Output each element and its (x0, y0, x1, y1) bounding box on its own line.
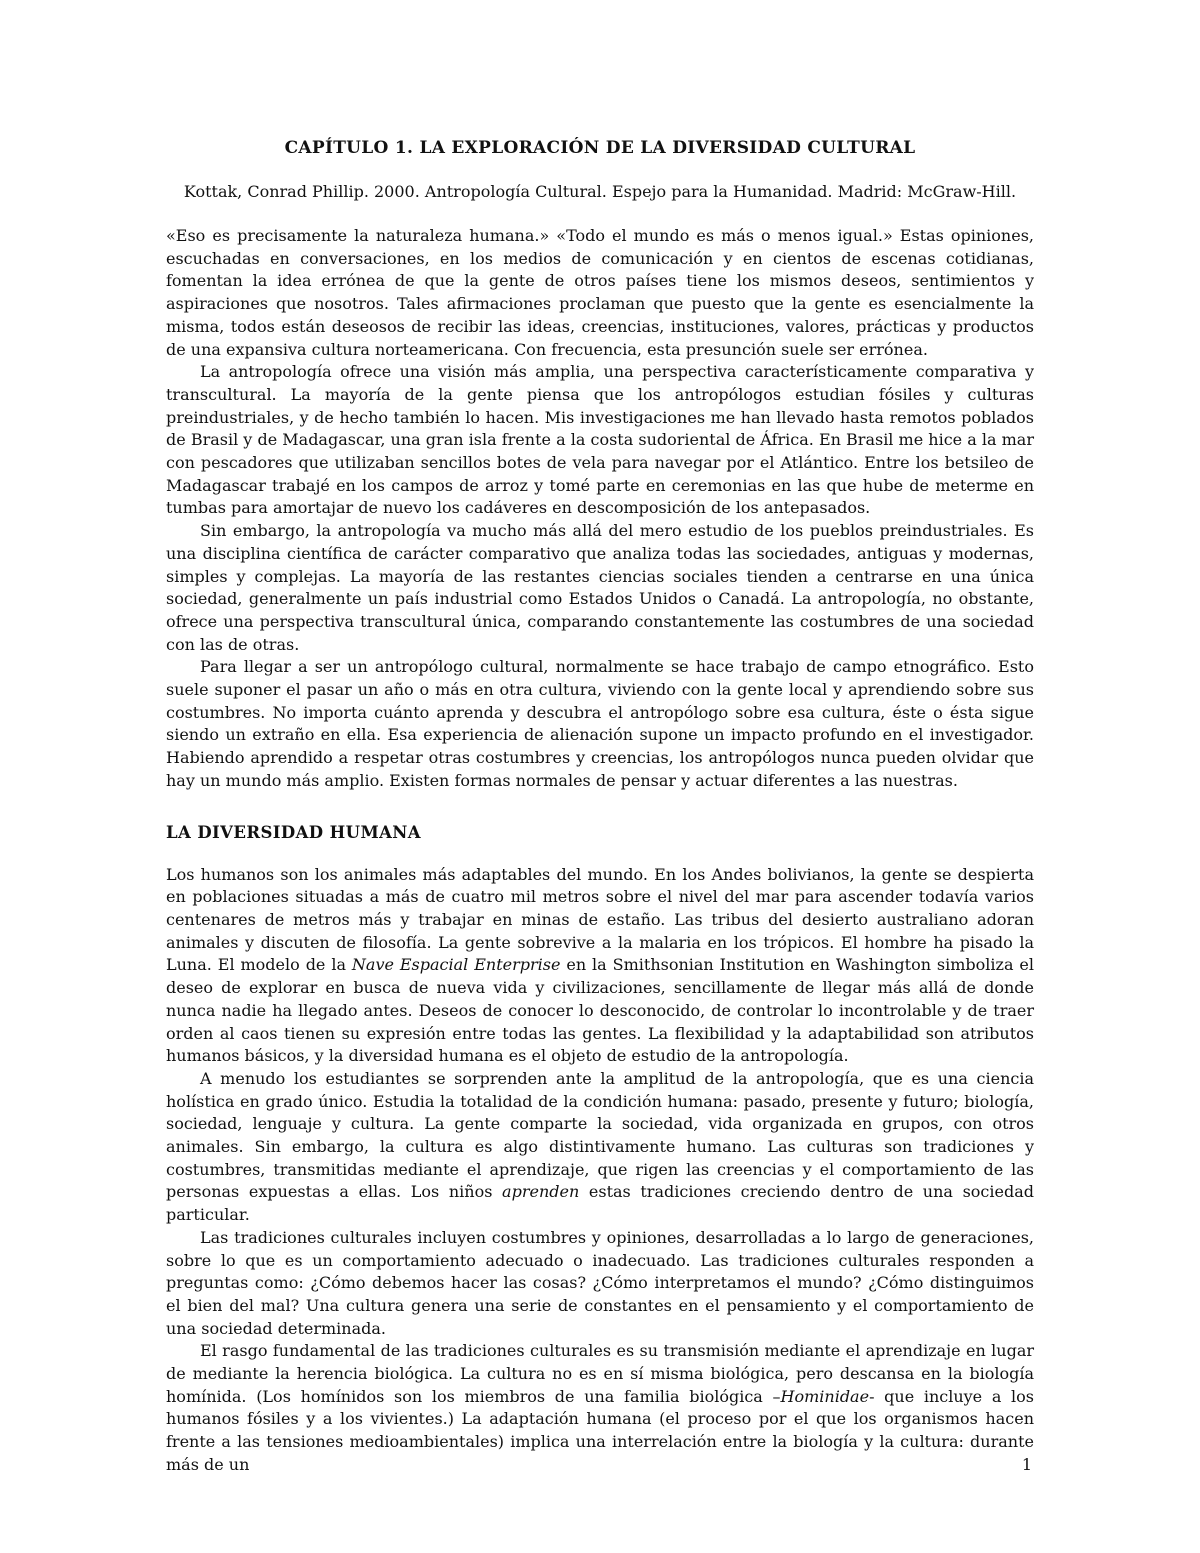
section-heading: LA DIVERSIDAD HUMANA (166, 822, 421, 842)
text-run: El rasgo fundamental de las tradiciones culturales es su transmisión mediante el aprendizaje en lugar de mediante la herencia biológica. La cultura no es en sí misma biológica, pero descansa en la biología homínida. (Los homínidos son los miembros de una familia biológica – (166, 1341, 1034, 1406)
intro-paragraph-2: La antropología ofrece una visión más amplia, una perspectiva característicamente comparativa y transcultural. La mayoría de la gente piensa que los antropólogos estudian fósiles y culturas preindustriales, y de hecho también lo hacen. Mis investigaciones me han llevado hasta remotos poblados de Brasil y de Madagascar, una gran isla frente a la costa sudoriental de África. En Brasil me hice a la mar con pescadores que utilizaban sencillos botes de vela para navegar por el Atlántico. Entre los betsileo de Madagascar trabajé en los campos de arroz y tomé parte en ceremonias en las que hube de meterme en tumbas para amortajar de nuevo los cadáveres en descomposición de los antepasados. (166, 362, 1034, 518)
chapter-title: CAPÍTULO 1. LA EXPLORACIÓN DE LA DIVERSIDAD CULTURAL (284, 138, 916, 158)
intro-paragraph-4: Para llegar a ser un antropólogo cultural, normalmente se hace trabajo de campo etnográfico. Esto suele suponer el pasar un año o más en otra cultura, viviendo con la gente local y aprendiendo sobre sus costumbres. No importa cuánto aprenda y descubra el antropólogo sobre esa cultura, éste o ésta sigue siendo un extraño en ella. Esa experiencia de alienación supone un impacto profundo en el investigador. Habiendo aprendido a respetar otras costumbres y creencias, los antropólogos nunca pueden olvidar que hay un mundo más amplio. Existen formas normales de pensar y actuar diferentes a las nuestras. (166, 657, 1034, 790)
text-run: A menudo los estudiantes se sorprenden ante la amplitud de la antropología, que es una ciencia holística en grado único. Estudia la totalidad de la condición humana: pasado, presente y futuro; biología, sociedad, lenguaje y cultura. La gente comparte la sociedad, vida organizada en grupos, con otros animales. Sin embargo, la cultura es algo distintivamente humano. Las culturas son tradiciones y costumbres, transmitidas mediante el aprendizaje, que rigen las creencias y el comportamiento de las personas expuestas a ellas. Los niños (166, 1068, 1034, 1202)
citation: Kottak, Conrad Phillip. 2000. Antropología Cultural. Espejo para la Humanidad. Madrid: McGraw-Hill. (183, 182, 1017, 201)
text-run: en la Smithsonian Institution en Washington simboliza el deseo de explorar en busca de nueva vida y civilizaciones, sencillamente de llegar más allá de donde nunca nadie ha llegado antes. Deseos de conocer lo desconocido, de controlar lo incontrolable y de traer orden al caos tienen su expresión entre todas las gentes. La flexibilidad y la adaptabilidad son atributos humanos básicos, y la diversidad humana es el objeto de estudio de la antropología. (166, 955, 1035, 1066)
text-run: Los humanos son los animales más adaptables del mundo. En los Andes bolivianos, la gente se despierta en poblaciones situadas a más de cuatro mil metros sobre el nivel del mar para ascender todavía varios centenares de metros más y trabajar en minas de estaño. Las tribus del desierto australiano adoran animales y discuten de filosofía. La gente sobrevive a la malaria en los trópicos. El hombre ha pisado la Luna. El modelo de la (166, 864, 1034, 975)
section-paragraph-1 (166, 864, 1034, 1068)
text-run: - que incluye a los humanos fósiles y a los vivientes.) La adaptación humana (el proceso por el que los organismos hacen frente a las tensiones medioambientales) implica una interrelación entre la biología y la cultura: durante más de un (166, 1386, 1035, 1474)
intro-paragraph-1: «Eso es precisamente la naturaleza humana.» «Todo el mundo es más o menos igual.» Estas opiniones, escuchadas en conversaciones, en los medios de comunicación y en cientos de escenas cotidianas, fomentan la idea errónea de que la gente de otros países tiene los mismos deseos, sentimientos y aspiraciones que nosotros. Tales afirmaciones proclaman que puesto que la gente es esencialmente la misma, todos están deseosos de recibir las ideas, creencias, instituciones, valores, prácticas y productos de una expansiva cultura norteamericana. Con frecuencia, esta presunción suele ser errónea. (166, 226, 1034, 359)
section-paragraph-4 (166, 1340, 1034, 1476)
intro-paragraph-3: Sin embargo, la antropología va mucho más allá del mero estudio de los pueblos preindustriales. Es una disciplina científica de carácter comparativo que analiza todas las sociedades, antiguas y modernas, simples y complejas. La mayoría de las restantes ciencias sociales tienden a centrarse en una única sociedad, generalmente un país industrial como Estados Unidos o Canadá. La antropología, no obstante, ofrece una perspectiva transcultural única, comparando constantemente las costumbres de una sociedad con las de otras. (166, 521, 1034, 654)
section-paragraph-3: Las tradiciones culturales incluyen costumbres y opiniones, desarrolladas a lo largo de generaciones, sobre lo que es un comportamiento adecuado o inadecuado. Las tradiciones culturales responden a preguntas como: ¿Cómo debemos hacer las cosas? ¿Cómo interpretamos el mundo? ¿Cómo distinguimos el bien del mal? Una cultura genera una serie de constantes en el pensamiento y el comportamiento de una sociedad determinada. (166, 1227, 1034, 1338)
section-paragraph-2 (166, 1068, 1034, 1227)
page-number: 1 (1021, 1455, 1032, 1474)
document-body (166, 138, 1034, 1477)
italic-text: Hominidae (780, 1386, 870, 1406)
italic-text: aprenden (502, 1182, 580, 1202)
italic-text: Nave Espacial Enterprise (351, 955, 561, 975)
text-run: estas tradiciones creciendo dentro de una sociedad particular. (166, 1182, 1034, 1225)
